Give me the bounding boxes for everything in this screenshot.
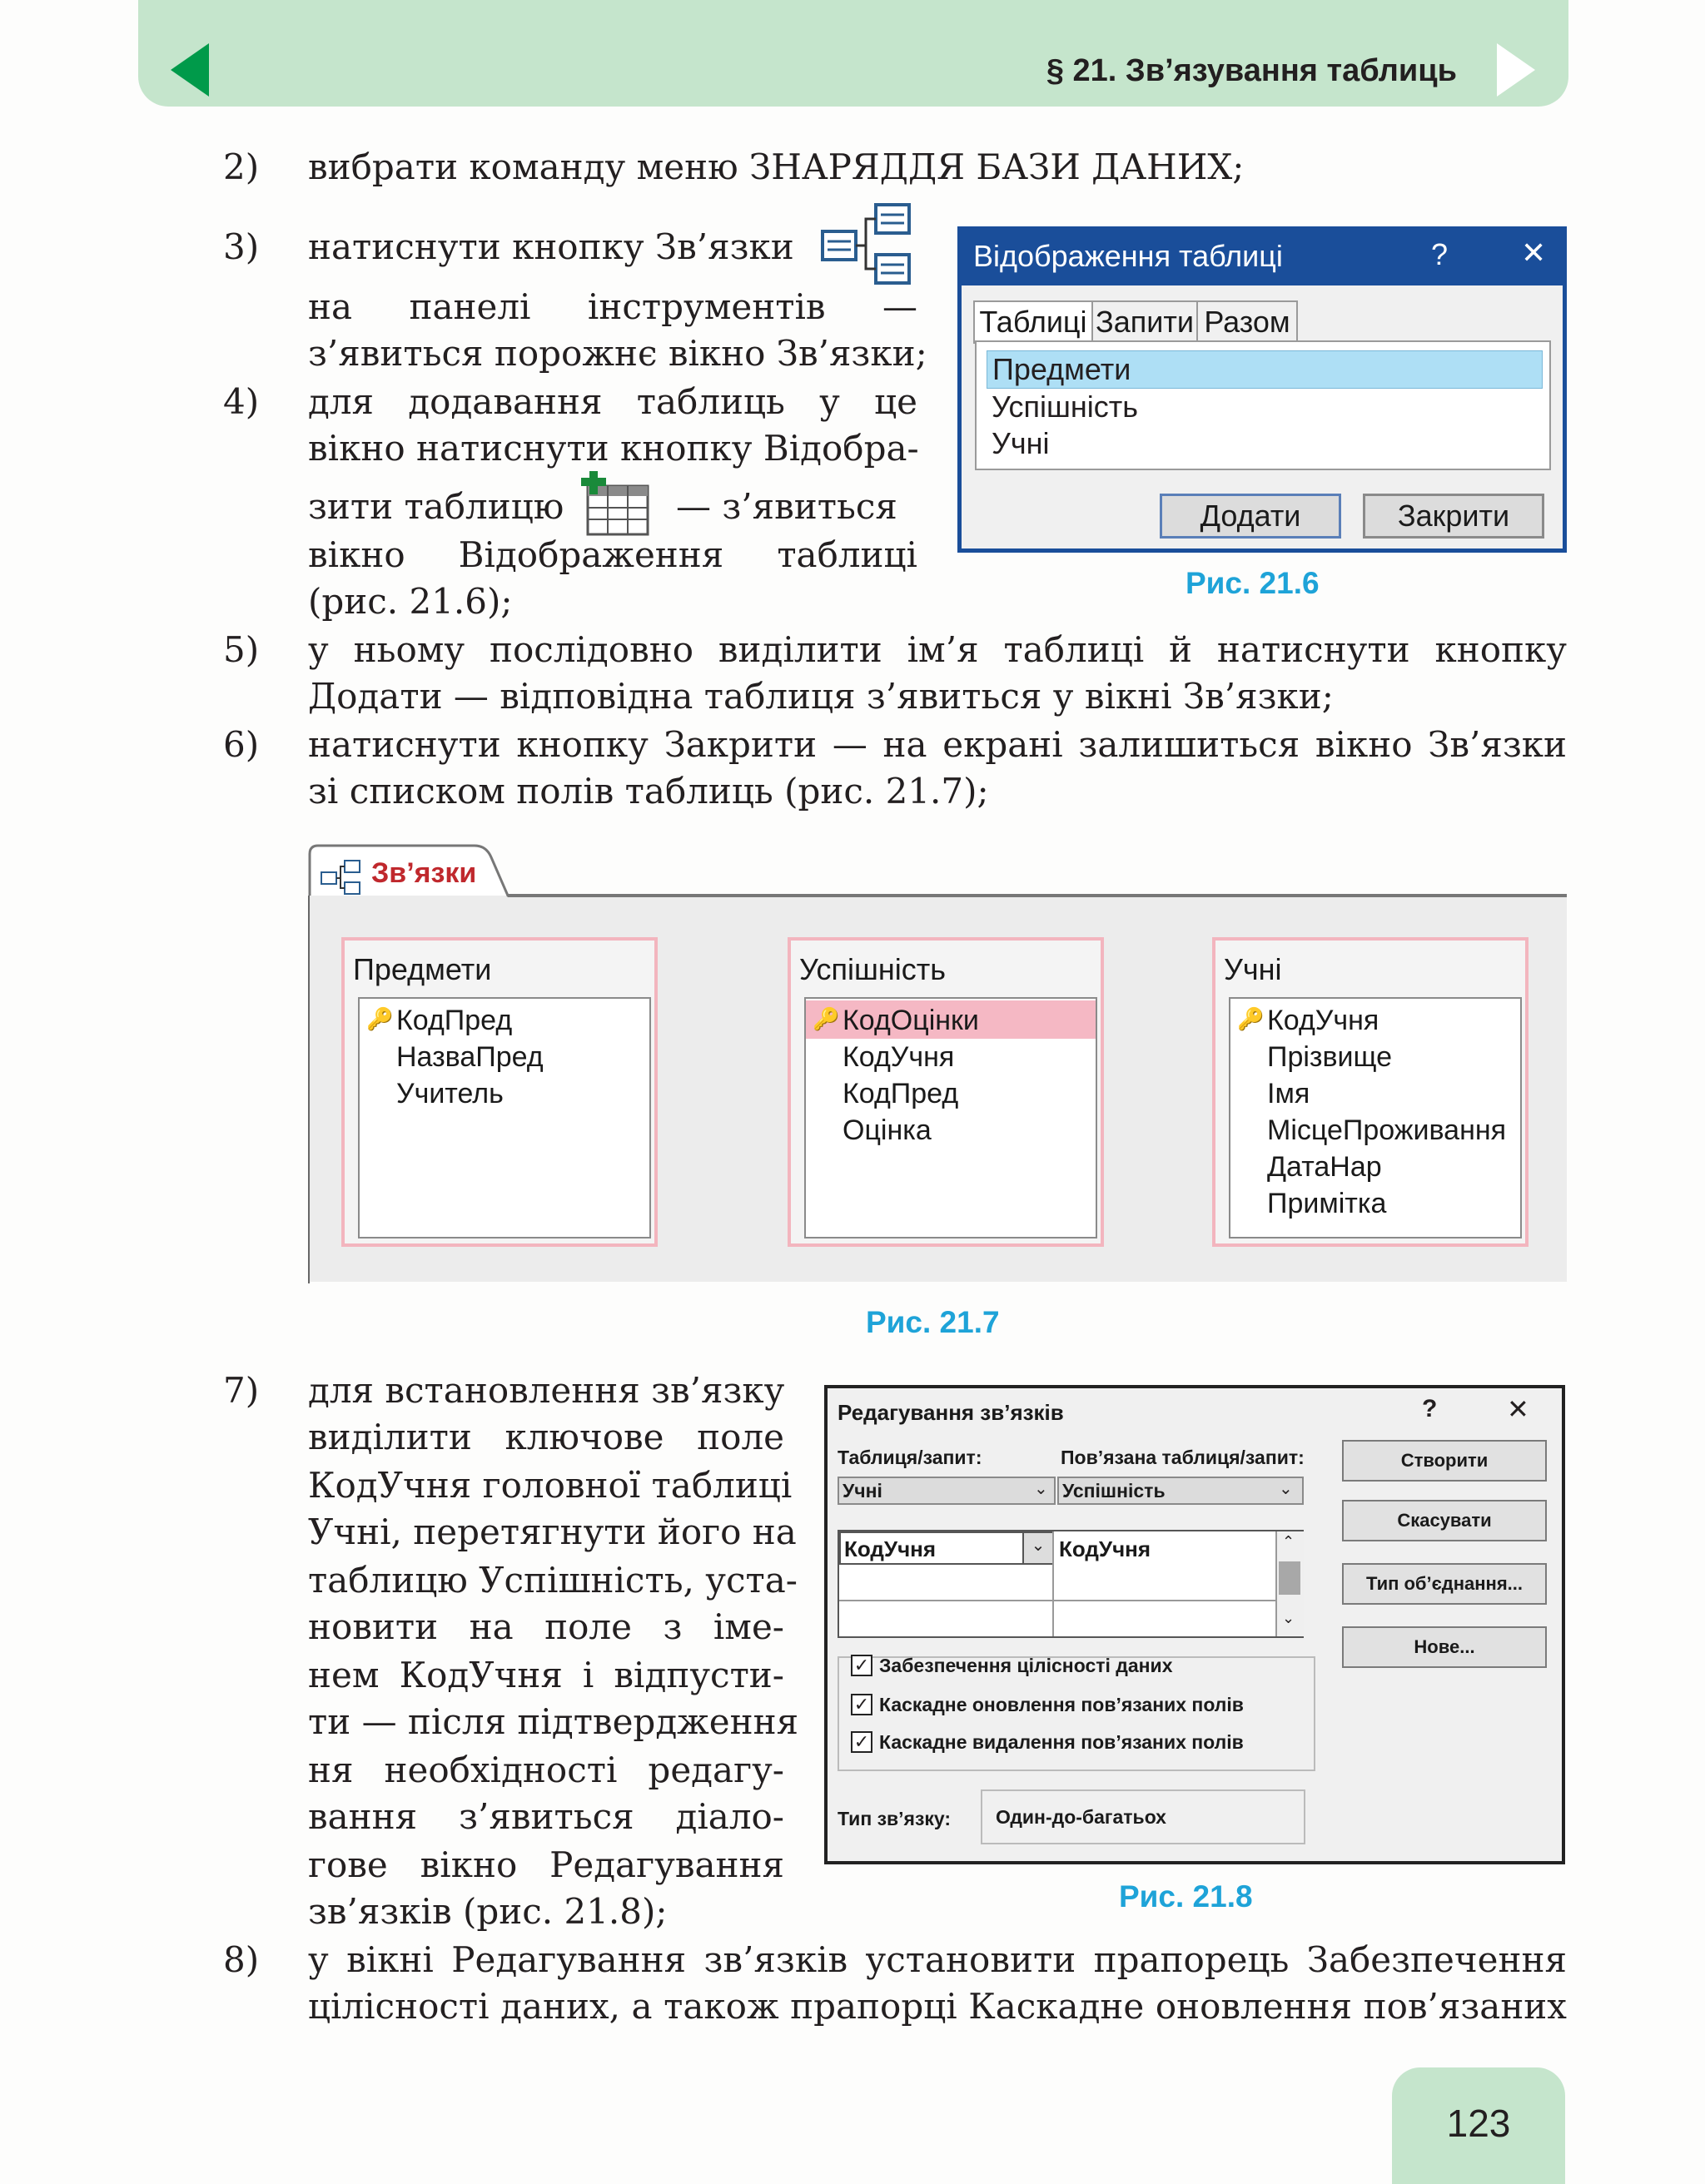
chapter-title: § 21. Зв’язування таблиць <box>1046 53 1457 88</box>
close-icon[interactable]: ✕ <box>1521 236 1547 270</box>
new-button[interactable]: Нове... <box>1342 1626 1547 1668</box>
scroll-down-icon[interactable]: ⌄ <box>1282 1610 1295 1626</box>
join-type-button[interactable]: Тип об’єднання... <box>1342 1563 1547 1605</box>
relationship-type-label: Тип зв’язку: <box>838 1808 952 1829</box>
relationships-window <box>308 842 1567 1283</box>
show-table-icon <box>579 471 653 538</box>
table-name: Учні <box>1224 952 1282 986</box>
tab-queries[interactable]: Запити <box>1091 300 1198 344</box>
chevron-down-icon: ⌄ <box>1034 1480 1048 1498</box>
relationships-icon <box>320 859 361 896</box>
add-button[interactable]: Додати <box>1160 494 1341 539</box>
step-number: 7) <box>223 1370 260 1411</box>
left-field-cell[interactable] <box>839 1531 1052 1565</box>
figure-caption: Рис. 21.8 <box>1119 1879 1253 1913</box>
step-text: Учні, перетягнути його на <box>308 1511 797 1552</box>
relationship-type-box <box>981 1789 1305 1844</box>
step-text: вікно Відображення таблиці <box>308 534 917 575</box>
step-text: — з’явиться <box>676 486 897 527</box>
step-text: для додавання таблиць у це <box>308 381 917 422</box>
field-mapping-grid <box>838 1530 1304 1638</box>
step-text: вибрати команду меню ЗНАРЯДДЯ БАЗИ ДАНИХ; <box>308 146 1245 187</box>
related-table-label: Пов’язана таблиця/запит: <box>1061 1447 1305 1468</box>
tab-both[interactable]: Разом <box>1196 300 1298 344</box>
step-text: КодУчня головної таблиці <box>308 1465 793 1506</box>
field-list <box>1229 997 1522 1238</box>
list-item[interactable]: Предмети <box>987 350 1543 389</box>
step-number: 5) <box>223 629 260 670</box>
step-text: нем КодУчня і відпусти- <box>308 1655 784 1695</box>
step-text: з’явиться порожнє вікно Зв’язки; <box>308 333 927 374</box>
forward-arrow-icon[interactable] <box>1497 43 1535 97</box>
step-text: Додати — відповідна таблиця з’явиться у вікні Зв’язки; <box>308 676 1334 717</box>
field-item[interactable]: Прізвище <box>1267 1041 1393 1073</box>
back-arrow-icon[interactable] <box>171 43 209 97</box>
relationship-type-value: Один-до-багатьох <box>996 1806 1166 1828</box>
close-icon[interactable]: ✕ <box>1507 1394 1529 1424</box>
tab-tables[interactable]: Таблиці <box>973 300 1093 344</box>
primary-key-icon: 🔑 <box>813 1006 840 1031</box>
step-text: виділити ключове поле <box>308 1417 784 1457</box>
show-table-dialog <box>957 226 1567 553</box>
table-name: Предмети <box>353 952 492 986</box>
field-item[interactable]: КодОцінки <box>843 1005 979 1036</box>
scroll-up-icon[interactable]: ⌃ <box>1282 1533 1295 1550</box>
figure-caption: Рис. 21.6 <box>1186 566 1320 600</box>
field-item[interactable]: Імя <box>1267 1078 1310 1109</box>
field-item[interactable]: КодПред <box>396 1005 513 1036</box>
step-text: вання з’явиться діало- <box>308 1796 784 1837</box>
step-number: 2) <box>223 146 260 187</box>
left-field-value: КодУчня <box>844 1536 937 1561</box>
cascade-delete-checkbox[interactable]: ✓ <box>851 1731 872 1753</box>
step-text: гове вікно Редагування <box>308 1844 784 1885</box>
step-text: натиснути кнопку Зв’язки <box>308 226 794 267</box>
step-number: 8) <box>223 1939 260 1980</box>
step-number: 4) <box>223 381 260 422</box>
table-name: Успішність <box>799 952 946 986</box>
field-item[interactable]: Оцінка <box>843 1114 932 1146</box>
list-item[interactable]: Успішність <box>992 390 1138 424</box>
dialog-titlebar <box>962 231 1563 285</box>
step-text: вікно натиснути кнопку Відобра- <box>308 428 919 469</box>
integrity-label: Забезпечення цілісності даних <box>879 1655 1173 1676</box>
step-text: зити таблицю <box>308 486 564 527</box>
right-field-value[interactable]: КодУчня <box>1059 1536 1151 1561</box>
chevron-down-icon: ⌄ <box>1279 1480 1293 1498</box>
step-text: для встановлення зв’язку <box>308 1370 785 1411</box>
cascade-update-label: Каскадне оновлення пов’язаних полів <box>879 1694 1244 1715</box>
step-text: новити на поле з іме- <box>308 1606 784 1647</box>
close-button[interactable]: Закрити <box>1363 494 1544 539</box>
integrity-checkbox[interactable]: ✓ <box>851 1655 872 1676</box>
list-item[interactable]: Учні <box>992 426 1050 460</box>
scroll-thumb[interactable] <box>1279 1561 1300 1595</box>
primary-key-icon: 🔑 <box>366 1006 394 1031</box>
field-item[interactable]: КодПред <box>843 1078 959 1109</box>
cascade-delete-label: Каскадне видалення пов’язаних полів <box>879 1731 1244 1753</box>
step-text: ти — після підтвердження <box>308 1701 799 1742</box>
table-list <box>975 340 1551 470</box>
field-item[interactable]: МісцеПроживання <box>1267 1114 1507 1146</box>
table-box-uchni[interactable] <box>1212 937 1529 1247</box>
field-item[interactable]: Учитель <box>396 1078 504 1109</box>
relationships-icon <box>818 200 914 290</box>
field-item[interactable]: КодУчня <box>843 1041 955 1073</box>
step-number: 3) <box>223 226 260 267</box>
step-text: у ньому послідовно виділити ім’я таблиці й натиснути кнопку <box>308 629 1567 670</box>
step-text: зв’язків (рис. 21.8); <box>308 1891 668 1932</box>
dialog-title: Редагування зв’язків <box>838 1400 1064 1425</box>
step-text: цілісності даних, а також прапорці Каскадне оновлення пов’язаних <box>308 1986 1567 2027</box>
step-text: на панелі інструментів — <box>308 286 917 327</box>
step-text: у вікні Редагування зв’язків установити прапорець Забезпечення <box>308 1939 1567 1980</box>
relationships-tab[interactable]: Зв’язки <box>371 857 477 889</box>
field-list <box>804 997 1097 1238</box>
field-item[interactable]: КодУчня <box>1267 1005 1379 1036</box>
table-select[interactable] <box>838 1477 1056 1505</box>
dialog-title: Відображення таблиці <box>973 239 1283 273</box>
field-item[interactable]: ДатаНар <box>1267 1151 1382 1183</box>
field-item[interactable]: НазваПред <box>396 1041 544 1073</box>
grid-scrollbar[interactable] <box>1275 1531 1304 1636</box>
grid-divider <box>1052 1531 1054 1636</box>
table-box-predmety[interactable] <box>341 937 658 1247</box>
chevron-down-icon[interactable]: ⌄ <box>1022 1533 1052 1563</box>
step-number: 6) <box>223 724 260 765</box>
step-text: (рис. 21.6); <box>308 581 513 622</box>
step-text: натиснути кнопку Закрити — на екрані залишиться вікно Зв’язки <box>308 724 1567 765</box>
edit-relationships-dialog <box>824 1385 1565 1864</box>
field-list <box>358 997 651 1238</box>
table-select-value: Учні <box>843 1480 882 1502</box>
step-text: ня необхідності редагу- <box>308 1750 784 1790</box>
page-number: 123 <box>1446 2102 1511 2145</box>
related-table-select[interactable] <box>1057 1477 1304 1505</box>
table-box-uspishnist[interactable] <box>788 937 1104 1247</box>
grid-divider <box>839 1600 1275 1601</box>
step-text: зі списком полів таблиць (рис. 21.7); <box>308 771 989 812</box>
step-text: таблицю Успішність, уста- <box>308 1560 798 1601</box>
help-icon[interactable]: ? <box>1422 1395 1438 1422</box>
table-label: Таблиця/запит: <box>838 1447 982 1468</box>
cancel-button[interactable]: Скасувати <box>1342 1500 1547 1541</box>
primary-key-icon: 🔑 <box>1237 1006 1265 1031</box>
figure-caption: Рис. 21.7 <box>866 1305 1000 1339</box>
help-icon[interactable]: ? <box>1431 237 1449 271</box>
create-button[interactable]: Створити <box>1342 1440 1547 1482</box>
related-table-select-value: Успішність <box>1062 1480 1166 1502</box>
cascade-update-checkbox[interactable]: ✓ <box>851 1694 872 1715</box>
field-item[interactable]: Примітка <box>1267 1188 1387 1219</box>
